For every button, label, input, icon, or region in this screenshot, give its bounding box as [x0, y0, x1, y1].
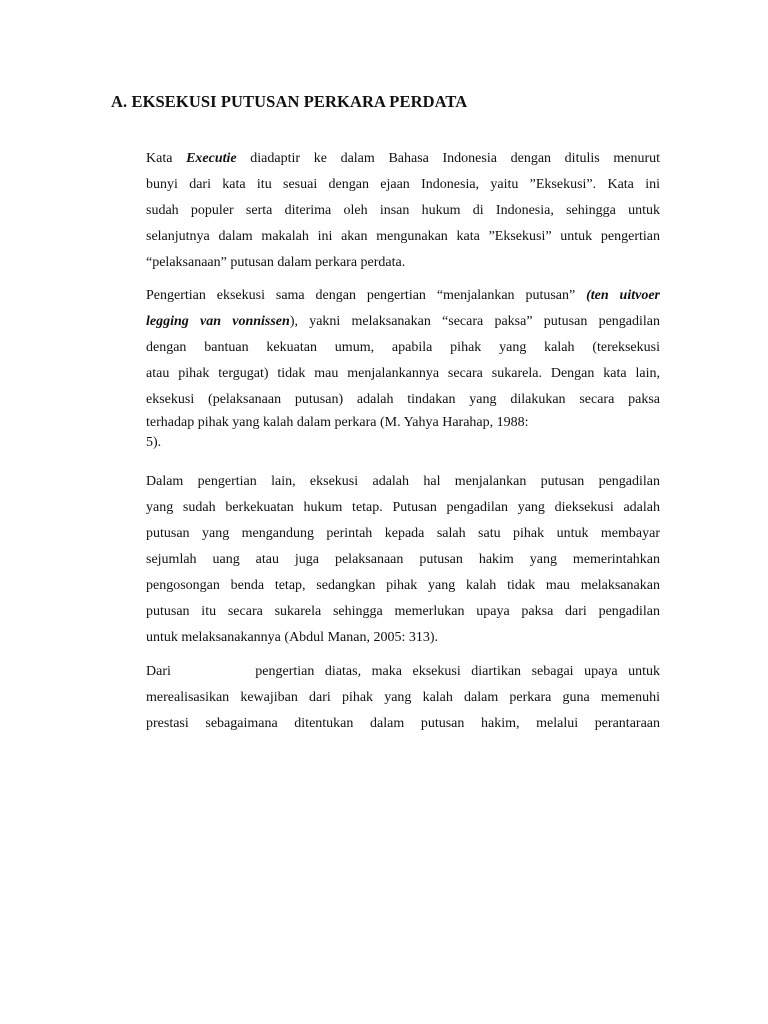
paragraph-line: yang sudah berkekuatan hukum tetap. Putusan pengadilan yang dieksekusi adalah	[146, 500, 660, 515]
paragraph-line: atau pihak tergugat) tidak mau menjalankannya secara sukarela. Dengan kata lain,	[146, 366, 660, 381]
emphasis-term: Executie	[186, 151, 237, 166]
section-heading: A. EKSEKUSI PUTUSAN PERKARA PERDATA	[111, 92, 468, 111]
paragraph-1	[146, 146, 660, 276]
paragraph-line	[146, 146, 660, 172]
paragraph-line: terhadap pihak yang kalah dalam perkara (M. Yahya Harahap, 1988:	[146, 415, 529, 430]
paragraph-line: pengosongan benda tetap, sedangkan pihak yang kalah tidak mau melaksanakan	[146, 578, 660, 593]
paragraph-line: eksekusi (pelaksanaan putusan) adalah tindakan yang dilakukan secara paksa	[146, 392, 660, 407]
text-run: ), yakni melaksanakan “secara paksa” putusan pengadilan	[289, 314, 660, 329]
paragraph-line: “pelaksanaan” putusan dalam perkara perdata.	[146, 255, 406, 270]
paragraph-3	[146, 469, 660, 651]
paragraph-line: merealisasikan kewajiban dari pihak yang kalah dalam perkara guna memenuhi	[146, 690, 660, 705]
emphasis-term: legging van vonnissen	[146, 314, 290, 329]
paragraph-4	[146, 659, 660, 737]
paragraph-line: 5).	[146, 435, 162, 450]
paragraph-line: dengan bantuan kekuatan umum, apabila pihak yang kalah (tereksekusi	[146, 340, 660, 355]
paragraph-line	[146, 283, 660, 309]
text-run: Pengertian eksekusi sama dengan pengertian “menjalankan putusan”	[146, 288, 587, 303]
paragraph-line: Dari pengertian diatas, maka eksekusi diartikan sebagai upaya untuk	[146, 664, 660, 679]
paragraph-line	[146, 309, 660, 335]
paragraph-line: untuk melaksanakannya (Abdul Manan, 2005: 313).	[146, 630, 438, 645]
paragraph-line: putusan yang mengandung perintah kepada salah satu pihak untuk membayar	[146, 526, 660, 541]
paragraph-line: selanjutnya dalam makalah ini akan mengunakan kata ”Eksekusi” untuk pengertian	[146, 229, 660, 244]
text-run: diadaptir ke dalam Bahasa Indonesia dengan ditulis menurut	[236, 151, 661, 166]
paragraph-line: Dalam pengertian lain, eksekusi adalah hal menjalankan putusan pengadilan	[146, 474, 660, 489]
paragraph-line: prestasi sebagaimana ditentukan dalam putusan hakim, melalui perantaraan	[146, 716, 660, 731]
paragraph-line: putusan itu secara sukarela sehingga memerlukan upaya paksa dari pengadilan	[146, 604, 660, 619]
paragraph-line: sejumlah uang atau juga pelaksanaan putusan hakim yang memerintahkan	[146, 552, 660, 567]
emphasis-term: (ten uitvoer	[586, 288, 660, 303]
paragraph-2	[146, 283, 660, 453]
paragraph-line: sudah populer serta diterima oleh insan hukum di Indonesia, sehingga untuk	[146, 203, 660, 218]
paragraph-line: bunyi dari kata itu sesuai dengan ejaan Indonesia, yaitu ”Eksekusi”. Kata ini	[146, 177, 660, 192]
text-run: Kata	[146, 151, 187, 166]
